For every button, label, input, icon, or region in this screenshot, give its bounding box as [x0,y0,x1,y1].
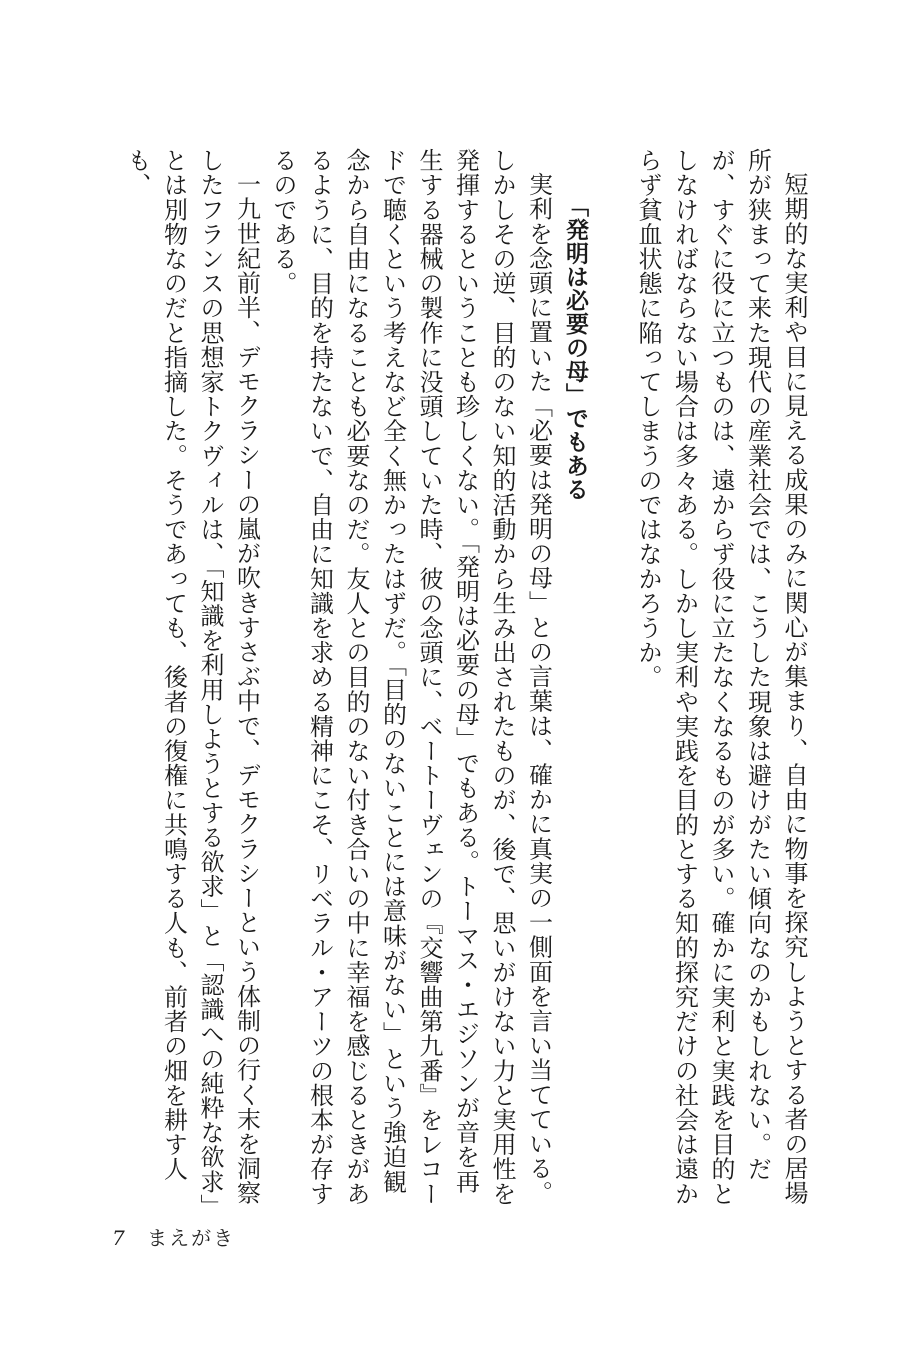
running-head: まえがき [147,1226,236,1250]
page-footer [112,1222,235,1251]
section-spacer [593,148,630,158]
paragraph-tocqueville: 一九世紀前半、デモクラシーの嵐が吹きすさぶ中で、デモクラシーという体制の行く末を洞察したフランスの思想家トクヴィルは、「知識を利用しようとする欲求」と「認識への純粋な欲求」とは別物なのだと指摘した。そうであっても、後者の復権に共鳴する人も、前者の畑を耕す人も、 [123,148,261,1207]
paragraph-short-term-gains: 短期的な実利や目に見える成果のみに関心が集まり、自由に物事を探究しようとする者の居場所が狭まって来た現代の産業社会では、こうした現象は避けがたい傾向なのかもしれない。だが、すぐに役に立つものは、遠からず役に立たなくなるものが多い。確かに実利と実践を目的としなければならない場合は多々ある。しかし実利や実践を目的とする知的探究だけの社会は遠からず貧血状態に陥ってしまうのではなかろうか。 [634,148,808,1206]
page-number: 7 [112,1226,125,1250]
paragraph-invention-mother: 実利を念頭に置いた「必要は発明の母」との言葉は、確かに真実の一側面を言い当てている。しかしその逆、目的のない知的活動から生み出されたものが、後で、思いがけない力と実用性を発揮するということも珍しくない。「発明は必要の母」でもある。トーマス・エジソンが音を再生する器械の製作に没頭していた時、彼の念頭に、ベートーヴェンの『交響曲第九番』をレコードで聴くという考えなど全く無かったはずだ。「目的のないことには意味がない」という強迫観念から自由になることも必要なのだ。友人との目的のない付き合いの中に幸福を感じるときがあるように、目的を持たないで、自由に知識を求める精神にこそ、リベラル・アーツの根本が存するのである。 [269,148,553,1206]
vertical-text-body [92,148,812,1208]
section-heading: 「発明は必要の母」でもある [562,194,588,501]
